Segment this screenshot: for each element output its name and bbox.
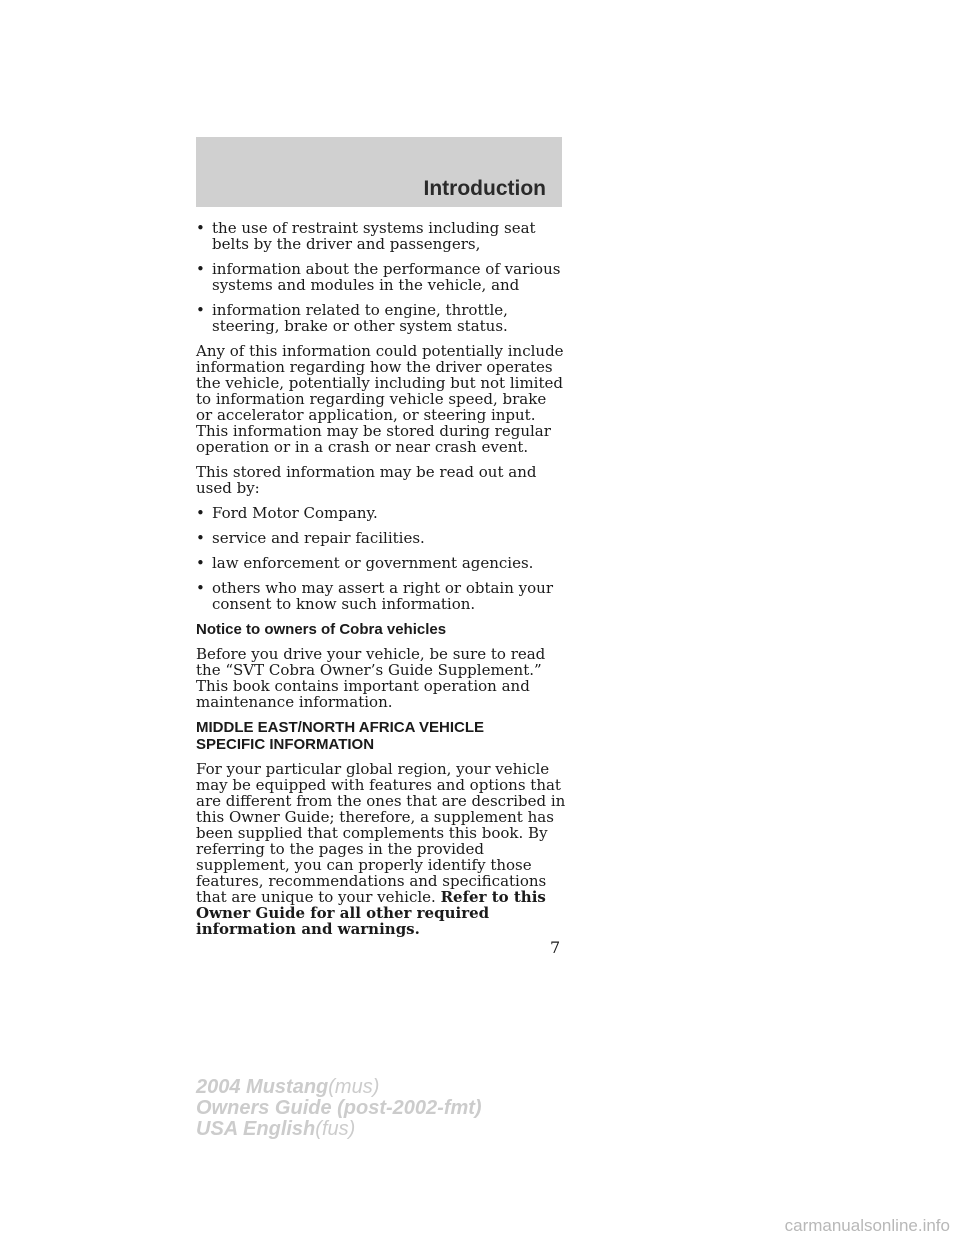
bullet-list-readers bbox=[196, 505, 566, 612]
list-item: • Ford Motor Company. bbox=[196, 504, 378, 522]
footer-language-code: (fus) bbox=[315, 1118, 356, 1140]
bullet-icon: • bbox=[196, 219, 205, 237]
list-item: • service and repair facilities. bbox=[196, 529, 425, 547]
paragraph: Before you drive your vehicle, be sure to read the “SVT Cobra Owner’s Guide Supplement.” This book contains important operation and maintenance information. bbox=[196, 645, 546, 711]
section-heading: MIDDLE EAST/NORTH AFRICA VEHICLE SPECIFIC INFORMATION bbox=[196, 719, 485, 753]
paragraph: This stored information may be read out and used by: bbox=[196, 463, 537, 497]
watermark: carmanualsonline.info bbox=[784, 1216, 950, 1235]
list-item: • law enforcement or government agencies. bbox=[196, 554, 534, 572]
paragraph-emphasis: Refer to this Owner Guide for all other required information and warnings. bbox=[196, 888, 546, 938]
bullet-icon: • bbox=[196, 504, 205, 522]
section-heading: Notice to owners of Cobra vehicles bbox=[196, 621, 447, 638]
bullet-icon: • bbox=[196, 260, 205, 278]
bullet-icon: • bbox=[196, 301, 205, 319]
footer-doc-info bbox=[196, 1077, 482, 1140]
bullet-icon: • bbox=[196, 579, 205, 597]
bullet-icon: • bbox=[196, 529, 205, 547]
paragraph bbox=[196, 761, 566, 937]
page-content bbox=[196, 220, 566, 946]
footer-model-code: (mus) bbox=[328, 1076, 380, 1098]
paragraph: Any of this information could potentially include information regarding how the driver operates the vehicle, potentially including but not limited to information regarding vehicle speed, brake or accelerator application, or steering input. This information may be stored during regular operation or in a crash or near crash event. bbox=[196, 342, 564, 456]
footer-model: 2004 Mustang bbox=[196, 1076, 329, 1098]
list-item: • others who may assert a right or obtain your consent to know such information. bbox=[196, 579, 553, 613]
section-header bbox=[196, 137, 562, 207]
list-item: • information about the performance of various systems and modules in the vehicle, and bbox=[196, 260, 561, 294]
bullet-list-data-types bbox=[196, 220, 566, 334]
list-item: • the use of restraint systems including seat belts by the driver and passengers, bbox=[196, 219, 536, 253]
footer-guide: Owners Guide (post-2002-fmt) bbox=[196, 1097, 482, 1119]
bullet-icon: • bbox=[196, 554, 205, 572]
list-item: • information related to engine, throttle, steering, brake or other system status. bbox=[196, 301, 508, 335]
page-number: 7 bbox=[550, 938, 561, 957]
paragraph-text: For your particular global region, your vehicle may be equipped with features and options that are different from the ones that are described in this Owner Guide; therefore, a supplement has been supplied that complements this book. By referring to the pages in the provided supplement, you can properly identify those features, recommendations and specifications that are unique to your vehicle. bbox=[196, 760, 566, 906]
section-title: Introduction bbox=[423, 177, 546, 200]
footer-language: USA English bbox=[196, 1118, 316, 1140]
